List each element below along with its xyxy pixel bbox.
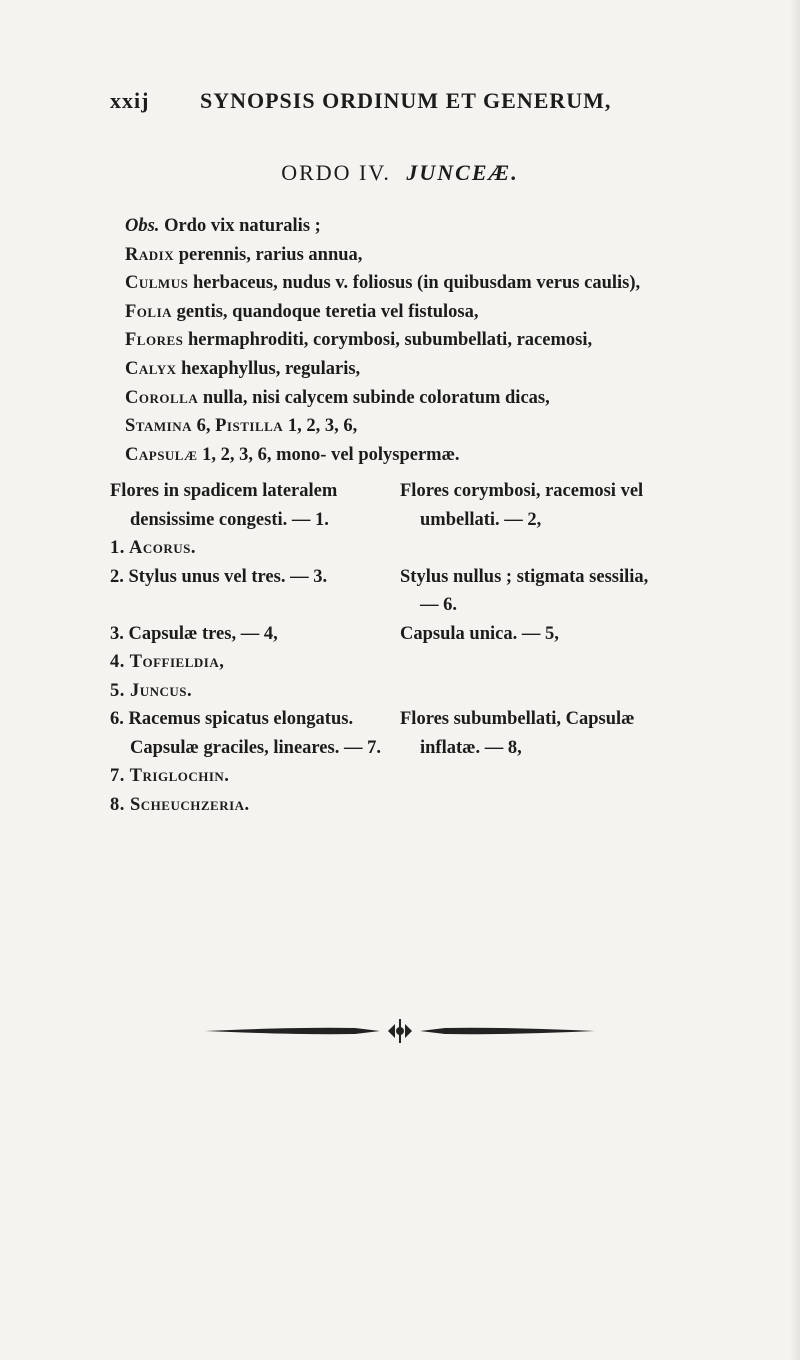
key-line: — 6.: [420, 595, 457, 615]
desc-line: Capsulæ 1, 2, 3, 6, mono- vel polyspermæ.: [125, 444, 460, 465]
key-line: 6. Racemus spicatus elongatus.: [110, 709, 354, 729]
desc-line: Corolla nulla, nisi calycem subinde coloratum dicas,: [125, 387, 550, 408]
key-line: 2. Stylus unus vel tres. — 3.: [110, 566, 328, 587]
key-line: Capsula unica. — 5,: [400, 623, 559, 644]
key-line: Stylus nullus ; stigmata sessilia,: [400, 566, 649, 587]
key-line: Flores subumbellati, Capsulæ: [400, 709, 635, 729]
key-line: 3. Capsulæ tres, — 4,: [110, 623, 278, 644]
spacer: [400, 534, 700, 563]
order-heading: [0, 160, 800, 186]
key-line: densissime congesti. — 1.: [130, 509, 329, 530]
order-name: JUNCEÆ.: [406, 160, 519, 185]
running-title: SYNOPSIS ORDINUM ET GENERUM,: [200, 88, 612, 113]
desc-line: Folia gentis, quandoque teretia vel fistulosa,: [125, 301, 479, 322]
key-line: Flores in spadicem lateralem: [110, 481, 338, 501]
page-edge: [790, 0, 800, 1360]
desc-line: Radix perennis, rarius annua,: [125, 244, 363, 265]
desc-line: Calyx hexaphyllus, regularis,: [125, 358, 361, 379]
spacer: [400, 677, 700, 706]
order-label: ORDO IV.: [281, 160, 391, 185]
desc-line: Culmus herbaceus, nudus v. foliosus (in quibusdam verus caulis),: [125, 273, 641, 294]
genus-line: 5. Juncus.: [110, 680, 193, 701]
ornament-rule-icon: [205, 1019, 595, 1043]
desc-line: Stamina 6, Pistilla 1, 2, 3, 6,: [125, 416, 358, 437]
genus-line: 7. Triglochin.: [110, 766, 230, 786]
spacer: [110, 591, 400, 620]
key-left-column: [110, 477, 400, 819]
key-line: inflatæ. — 8,: [420, 737, 522, 758]
key-right-column: [400, 477, 700, 762]
order-description: [125, 212, 725, 469]
spacer: [400, 648, 700, 677]
key-line: umbellati. — 2,: [420, 509, 542, 530]
desc-line: Flores hermaphroditi, corymbosi, subumbellati, racemosi,: [125, 330, 593, 351]
key-line: Capsulæ graciles, lineares. — 7.: [130, 737, 381, 758]
genus-line: 4. Toffieldia,: [110, 652, 225, 672]
desc-line: Obs. Ordo vix naturalis ;: [125, 216, 321, 236]
key-line: Flores corymbosi, racemosi vel: [400, 481, 644, 501]
genus-line: 1. Acorus.: [110, 538, 196, 558]
page-number: xxij: [110, 88, 150, 113]
genus-line: 8. Scheuchzeria.: [110, 794, 250, 815]
